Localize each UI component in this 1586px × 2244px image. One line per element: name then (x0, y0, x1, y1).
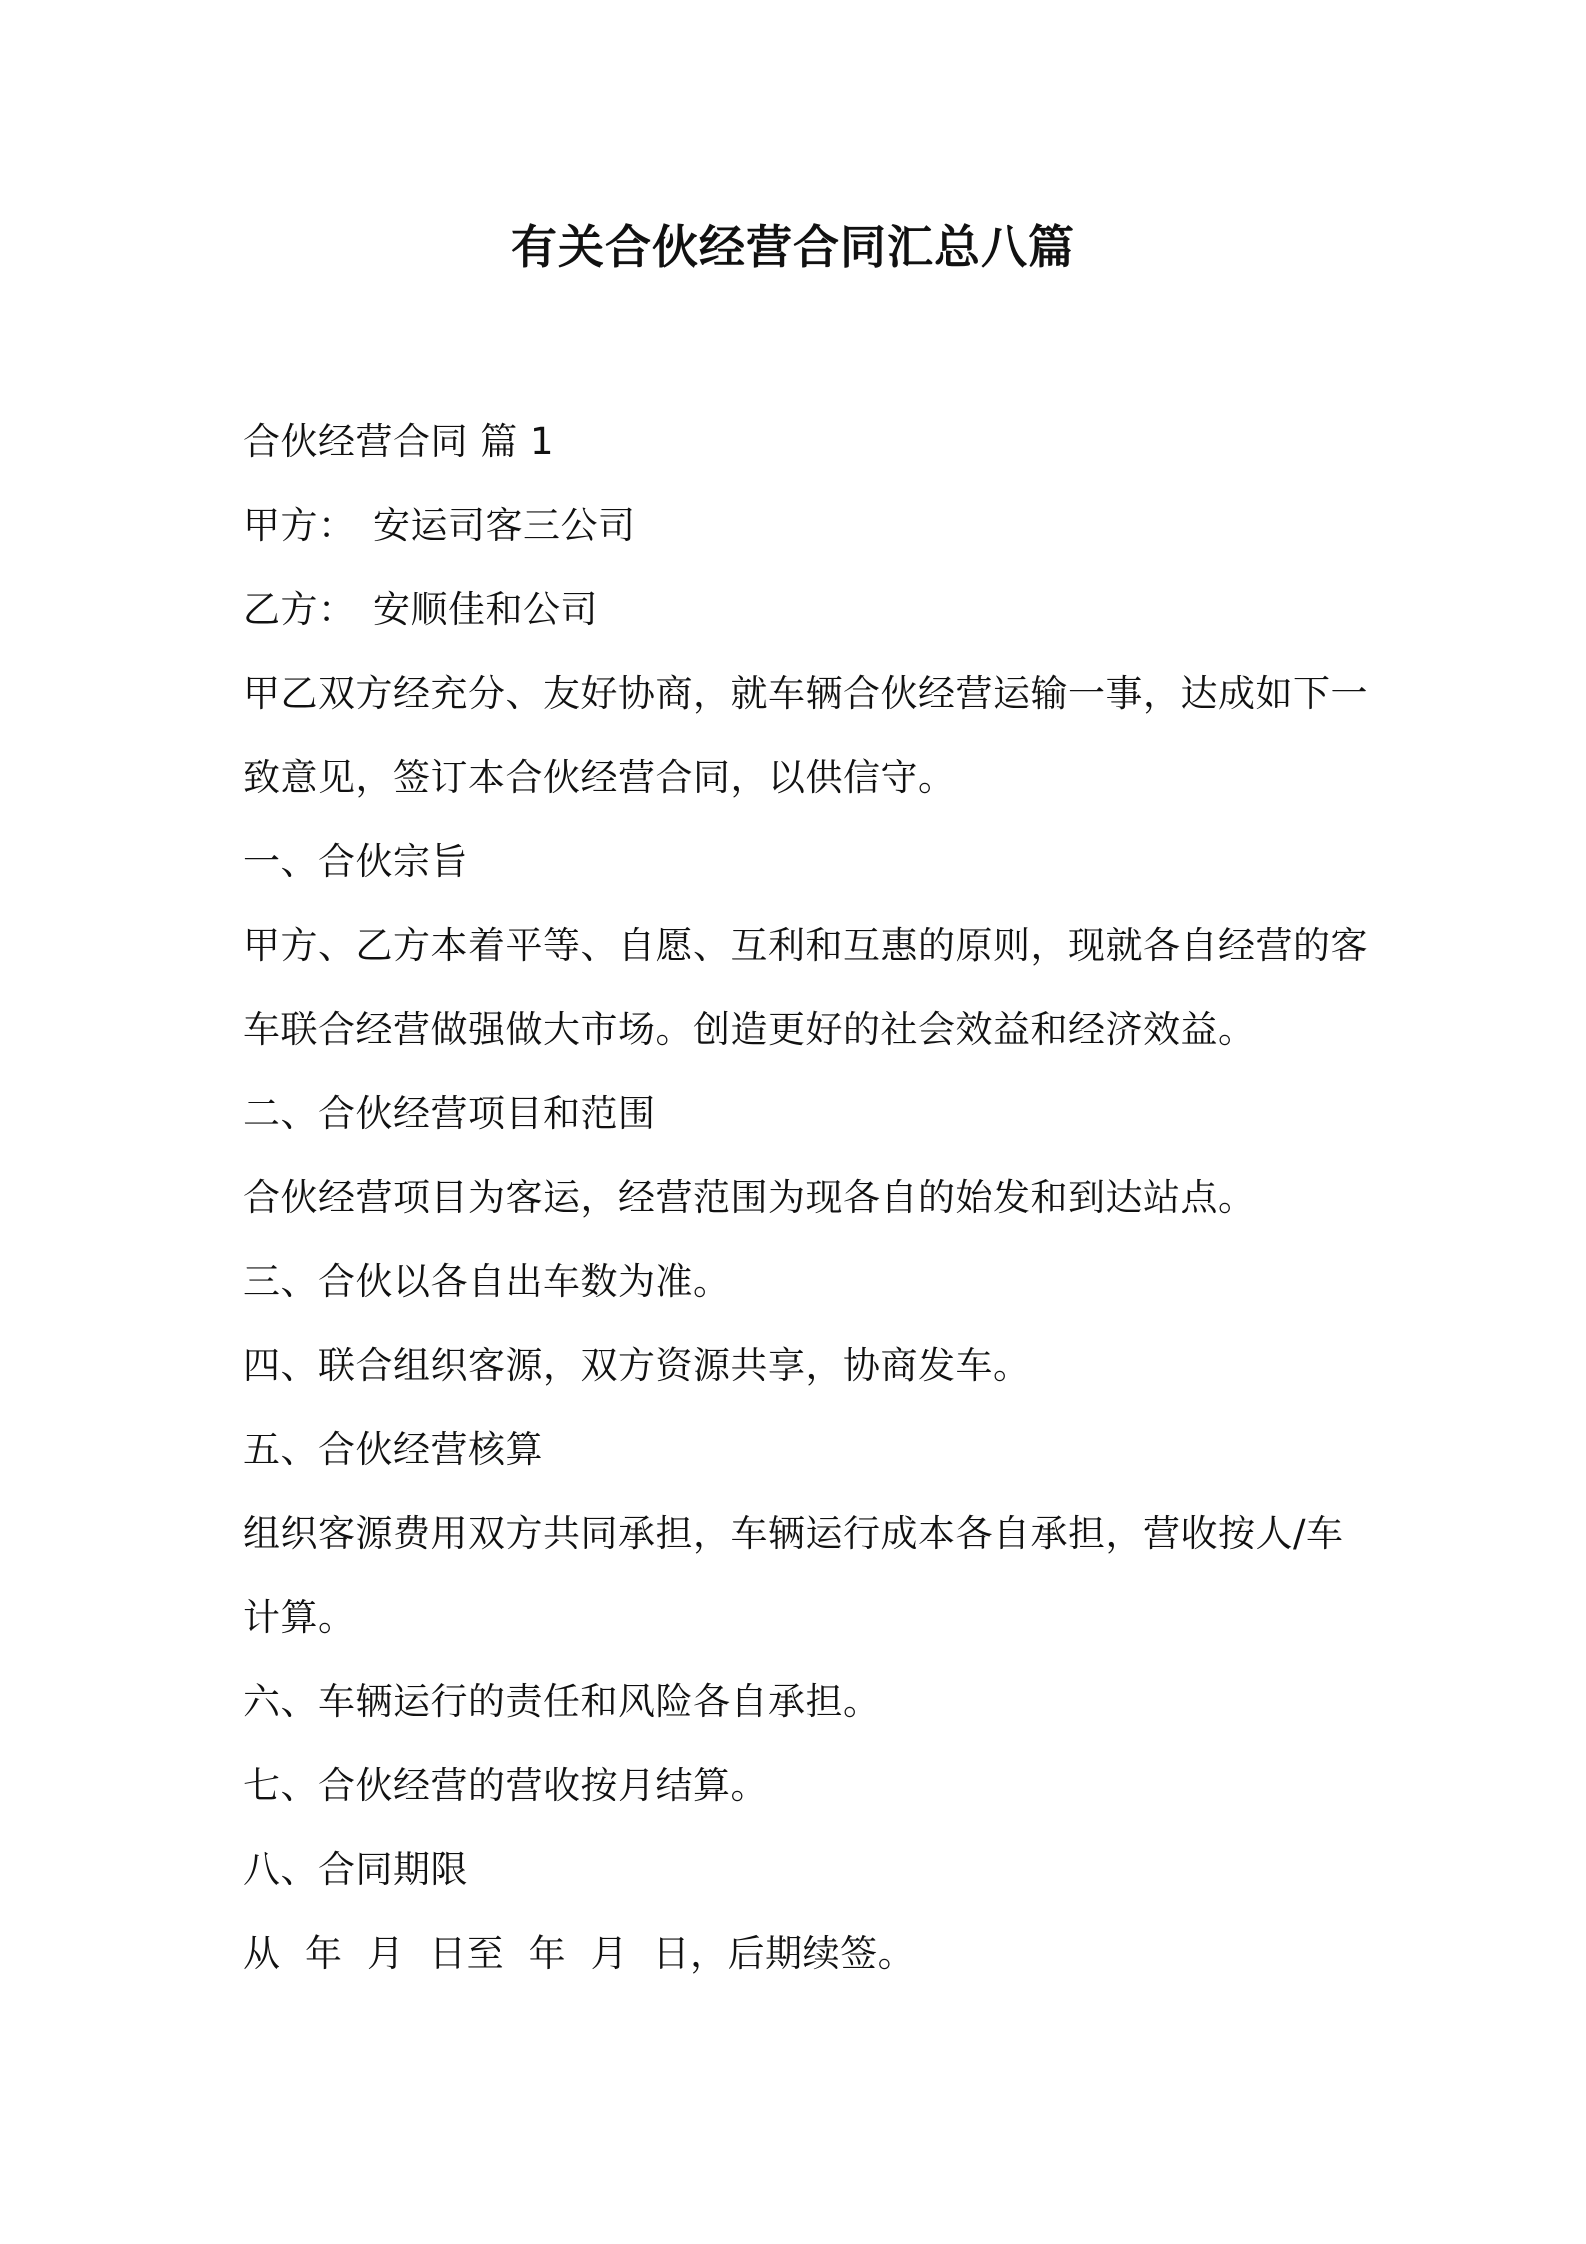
paragraph-line: 致意见，签订本合伙经营合同，以供信守。 (243, 756, 956, 799)
paragraph-line: 甲方、乙方本着平等、自愿、互利和互惠的原则，现就各自经营的客 (243, 924, 1368, 967)
clause-heading: 八、合同期限 (243, 1848, 468, 1891)
clause-heading: 三、合伙以各自出车数为准。 (243, 1260, 731, 1303)
section-heading: 合伙经营合同 篇 1 (243, 420, 555, 463)
paragraph-line: 合伙经营项目为客运，经营范围为现各自的始发和到达站点。 (243, 1176, 1256, 1219)
clause-heading: 一、合伙宗旨 (243, 840, 468, 883)
document-body (243, 400, 1368, 1996)
clause-heading: 六、车辆运行的责任和风险各自承担。 (243, 1680, 881, 1723)
paragraph-line: 车联合经营做强做大市场。创造更好的社会效益和经济效益。 (243, 1008, 1256, 1051)
paragraph-line: 计算。 (243, 1596, 356, 1639)
party-a-line (243, 484, 1358, 568)
paragraph-line: 从 年 月 日至 年 月 日，后期续签。 (243, 1932, 916, 1975)
party-b-label: 乙方： (243, 588, 356, 631)
party-a-name: 安运司客三公司 (373, 504, 636, 547)
clause-heading: 二、合伙经营项目和范围 (243, 1092, 656, 1135)
paragraph-line: 组织客源费用双方共同承担，车辆运行成本各自承担，营收按人/车 (243, 1512, 1344, 1555)
document-title: 有关合伙经营合同汇总八篇 (511, 220, 1075, 274)
party-a-label: 甲方： (243, 504, 356, 547)
paragraph-line: 甲乙双方经充分、友好协商，就车辆合伙经营运输一事，达成如下一 (243, 672, 1368, 715)
clause-heading: 五、合伙经营核算 (243, 1428, 543, 1471)
clause-heading: 四、联合组织客源，双方资源共享，协商发车。 (243, 1344, 1031, 1387)
party-b-line (243, 568, 1358, 652)
party-b-name: 安顺佳和公司 (373, 588, 598, 631)
clause-heading: 七、合伙经营的营收按月结算。 (243, 1764, 768, 1807)
